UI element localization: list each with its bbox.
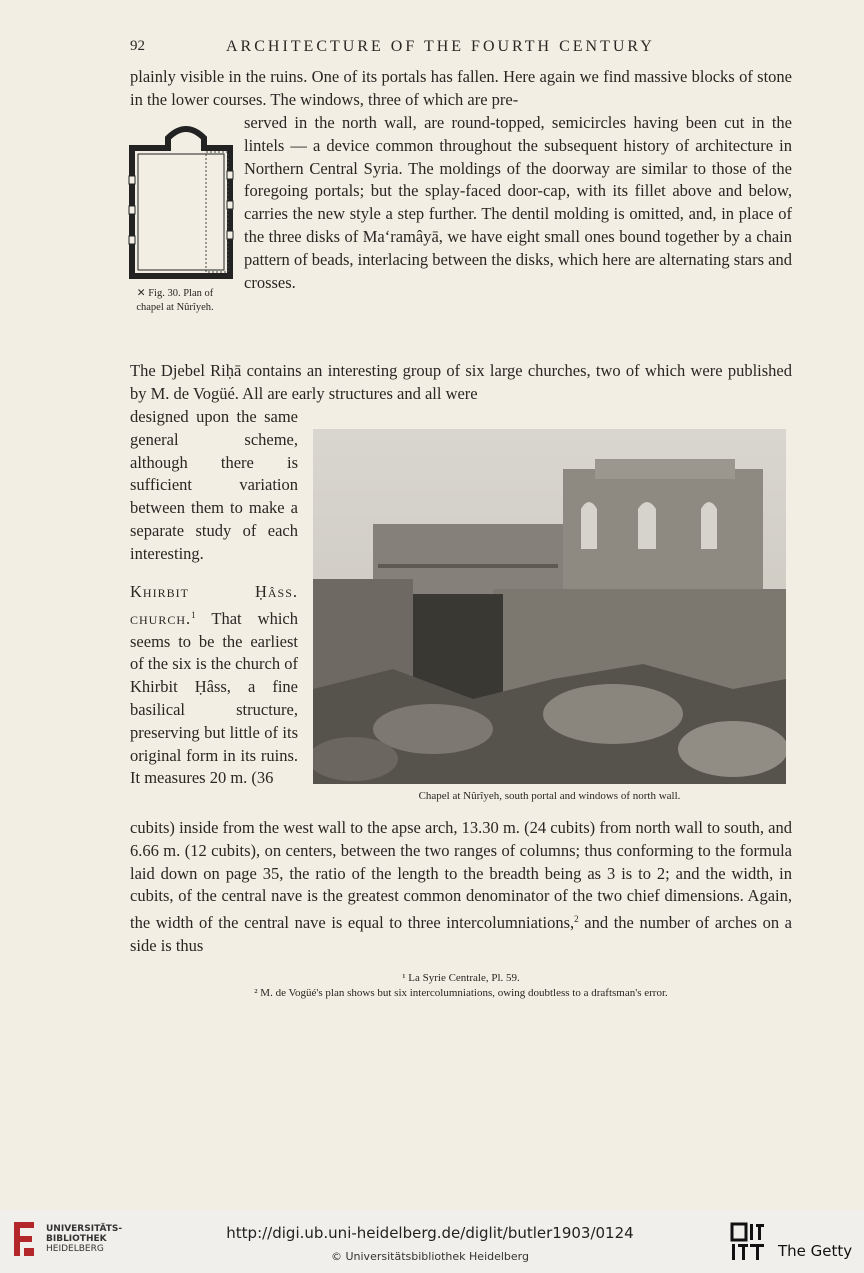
photo-caption: Chapel at Nûrîyeh, south portal and windows of north wall. (418, 790, 681, 802)
page-number: 92 (130, 38, 145, 54)
paragraph-3-text-a: cubits) inside from the west wall to the apse arch, 13.30 m. (24 cubits) from north wall to south, and 6.66 m. (12 cubits), on centers, between the two ranges of columns; thus conforming to the formula laid down on page 35, the ratio of the length to the breadth being as 3 is to 2; and the width, in cubits, of the central nave is the greatest common denominator of the two chief dimensions. Again, the width of the central nave is equal to three intercolumniations, (130, 818, 792, 933)
section-subheading: church. (130, 608, 192, 628)
getty-name: The Getty (778, 1242, 853, 1260)
paragraph-1-wrapped: served in the north wall, are round-topped, semicircles having been cut in the lintels — a device common throughout the subsequent history of architecture in Northern Central Syria. The moldings of the doorway are similar to those of the foregoing portals; but the splay-faced door-cap, with its fillet above and below, carries the new style a step further. The dentil molding is omitted, and, in place of the three disks of Ma‘ramâyā, we have eight small ones bound together by a chain pattern of beads, interlacing between the disks, which here are alternating stars and crosses. (244, 113, 792, 292)
footnote-2: ² M. de Vogüé's plan shows but six intercolumniations, owing doubtless to a draftsman's error. (254, 987, 668, 999)
library-name-line-2: BIBLIOTHEK (46, 1234, 107, 1244)
paragraph-1-full-lines: plainly visible in the ruins. One of its portals has fallen. Here again we find massive blocks of stone in the lower courses. The windows, three of which are pre- (130, 67, 792, 109)
footnotes (130, 971, 792, 1001)
paragraph-3-text-b: and the number of arches on a side is thus (130, 913, 792, 955)
footnote-ref-2: 2 (574, 914, 579, 925)
paragraph-2-full: The Djebel Riḥā contains an interesting group of six large churches, two of which were published by M. de Vogüé. All are early structures and all were (130, 361, 792, 403)
getty-logo-icon (730, 1222, 766, 1262)
fig-mark: ✕ (136, 288, 146, 299)
footnote-1: ¹ La Syrie Centrale, Pl. 59. (402, 972, 520, 984)
fig-caption-line-2: chapel at Nûrîyeh. (136, 302, 214, 313)
page-header (130, 38, 790, 62)
section-heading: Khirbit Ḥâss. (130, 582, 298, 601)
figure-30-caption (112, 287, 238, 315)
library-name-line-1: UNIVERSITÄTS- (46, 1224, 123, 1234)
paragraph-2-narrow: designed upon the same general scheme, although there is sufficient variation between them to make a separate study of each interesting. (130, 407, 298, 563)
footnote-ref-1: 1 (191, 609, 196, 620)
paragraph-3-narrow-text: That which seems to be the earliest of the six is the church of Khirbit Ḥâss, a fine basilical structure, preserving but little of its original form in its ruins. It measures 20 m. (36 (130, 608, 298, 788)
chapel-plan-figure (118, 126, 238, 286)
running-head: ARCHITECTURE OF THE FOURTH CENTURY (226, 38, 655, 55)
library-name-line-3: HEIDELBERG (46, 1244, 104, 1254)
viewer-footer (0, 1210, 864, 1273)
copyright-notice: © Universitätsbibliothek Heidelberg (330, 1250, 529, 1263)
chapel-photograph (313, 429, 786, 784)
paragraph-3-full (130, 817, 792, 958)
permalink-url[interactable]: http://digi.ub.uni-heidelberg.de/diglit/butler1903/0124 (226, 1224, 634, 1242)
university-library-logo-icon (10, 1218, 38, 1260)
library-name (46, 1224, 122, 1254)
paragraph-3-narrow (130, 581, 298, 790)
fig-caption-line-1: Fig. 30. Plan of (148, 288, 214, 299)
